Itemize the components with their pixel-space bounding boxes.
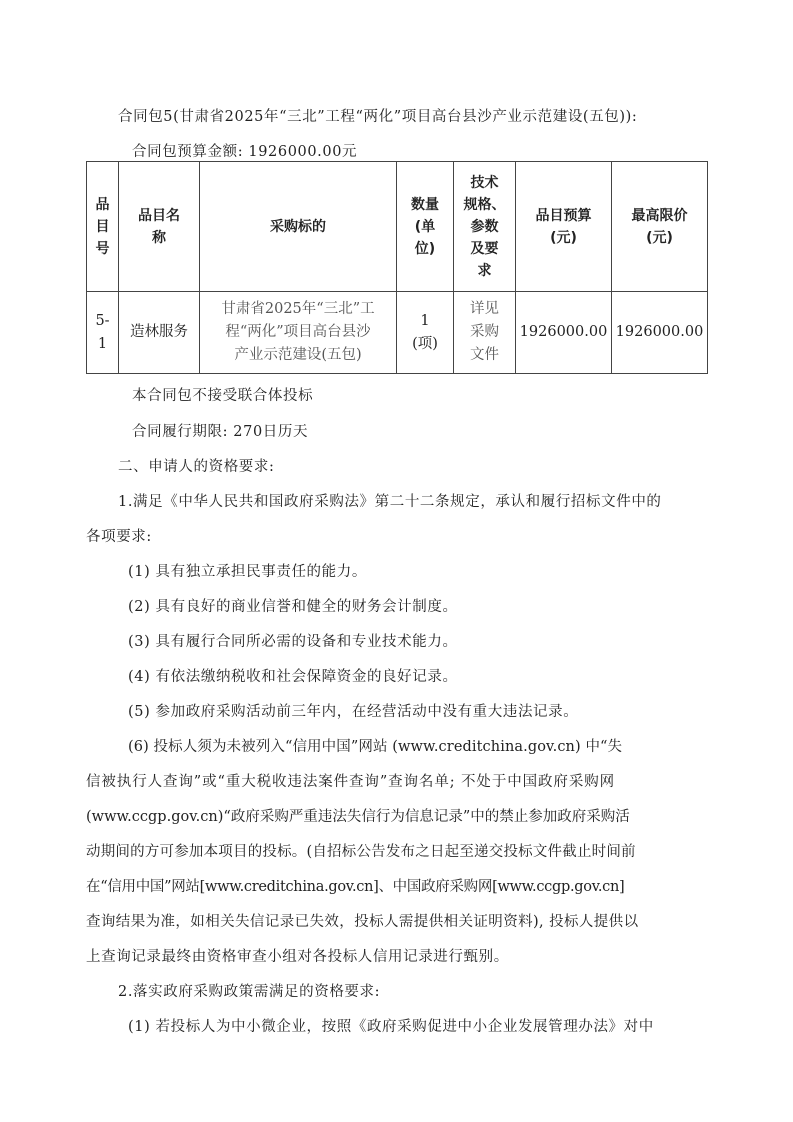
- section-2-title: 二、申请人的资格要求:: [118, 459, 275, 475]
- requirement-6-line: 动期间的方可参加本项目的投标。(自招标公告发布之日起至递交投标文件截止时间前: [86, 844, 636, 860]
- requirement-6-line: 上查询记录最终由资格审查小组对各投标人信用记录进行甄别。: [86, 949, 509, 965]
- procurement-table: [86, 161, 708, 374]
- header-item-no: 品 目 号: [87, 162, 119, 292]
- requirement-subitem: (1) 具有独立承担民事责任的能力。: [128, 564, 367, 580]
- package-budget: 合同包预算金额: 1926000.00元: [132, 144, 358, 160]
- requirement-1-line: 各项要求:: [86, 529, 152, 545]
- contract-period: 合同履行期限: 270日历天: [132, 424, 309, 440]
- requirement-1-line: 1.满足《中华人民共和国政府采购法》第二十二条规定，承认和履行招标文件中的: [118, 494, 662, 510]
- header-specs: 技术 规格、 参数 及要 求: [454, 162, 516, 292]
- cell-quantity: 1 (项): [397, 292, 454, 374]
- requirement-6-line: (6) 投标人须为未被列入“信用中国”网站 (www.creditchina.gov.cn) 中“失: [128, 739, 623, 755]
- header-budget: 品目预算 (元): [516, 162, 612, 292]
- requirement-6-line: 查询结果为准，如相关失信记录已失效，投标人需提供相关证明资料), 投标人提供以: [86, 914, 639, 930]
- requirement-subitem: (2) 具有良好的商业信誉和健全的财务会计制度。: [128, 599, 458, 615]
- header-quantity: 数量 (单 位): [397, 162, 454, 292]
- consortium-note: 本合同包不接受联合体投标: [132, 388, 314, 404]
- cell-subject: 甘肃省2025年“三北”工 程“两化”项目高台县沙 产业示范建设(五包): [200, 292, 397, 374]
- table-row: [87, 292, 708, 374]
- requirement-subitem: (3) 具有履行合同所必需的设备和专业技术能力。: [128, 634, 458, 650]
- package-title: 合同包5(甘肃省2025年“三北”工程“两化”项目高台县沙产业示范建设(五包)):: [118, 109, 638, 125]
- requirement-2-line: (1) 若投标人为中小微企业，按照《政府采购促进中小企业发展管理办法》对中: [128, 1019, 654, 1035]
- cell-item-no: 5- 1: [87, 292, 119, 374]
- header-item-name: 品目名 称: [119, 162, 200, 292]
- requirement-subitem: (5) 参加政府采购活动前三年内，在经营活动中没有重大违法记录。: [128, 704, 579, 720]
- cell-max-price: 1926000.00: [612, 292, 708, 374]
- requirement-subitem: (4) 有依法缴纳税收和社会保障资金的良好记录。: [128, 669, 458, 685]
- cell-specs: 详见 采购 文件: [454, 292, 516, 374]
- header-max-price: 最高限价 (元): [612, 162, 708, 292]
- requirement-6-line: 信被执行人查询”或“重大税收违法案件查询”查询名单; 不处于中国政府采购网: [86, 774, 616, 790]
- cell-budget: 1926000.00: [516, 292, 612, 374]
- requirement-6-line: (www.ccgp.gov.cn)“政府采购严重违法失信行为信息记录”中的禁止参加政府采购活: [86, 809, 630, 825]
- cell-item-name: 造林服务: [119, 292, 200, 374]
- header-subject: 采购标的: [200, 162, 397, 292]
- requirement-2-title: 2.落实政府采购政策需满足的资格要求:: [118, 984, 381, 1000]
- table-header-row: [87, 162, 708, 292]
- requirement-6-line: 在“信用中国”网站[www.creditchina.gov.cn]、中国政府采购网[www.ccgp.gov.cn]: [86, 879, 625, 895]
